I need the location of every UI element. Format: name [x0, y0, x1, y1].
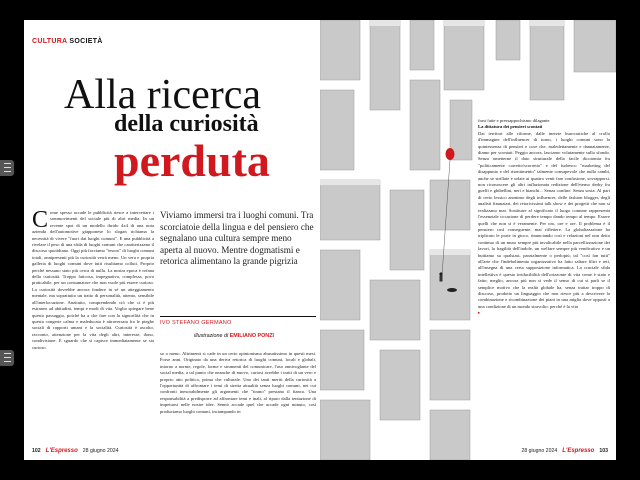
side-panel-handle-top[interactable]	[0, 160, 14, 176]
section-category: CULTURA	[32, 38, 68, 45]
headline-line1: Alla ricerca	[64, 72, 262, 118]
headline-line2: della curiosità	[114, 111, 259, 137]
headline-line3: perduta	[114, 135, 270, 186]
illustration-credit	[194, 333, 274, 339]
footer-left	[32, 448, 119, 454]
body-column-3	[478, 118, 610, 448]
page-spread	[24, 20, 616, 460]
brand-logo-right: L'Espresso	[562, 448, 595, 454]
section-label	[32, 38, 103, 45]
col3-intro: frasi fatte e pressappochismo dilagante.	[478, 118, 551, 123]
page-number-left: 102	[32, 448, 41, 454]
left-page[interactable]	[24, 20, 320, 460]
body-column-1	[32, 210, 154, 448]
right-page[interactable]	[320, 20, 616, 460]
section-subcategory: SOCIETÀ	[69, 38, 103, 45]
lead-paragraph: Viviamo immersi tra i luoghi comuni. Tra scorciatoie della lingua e del pensiero che segnalano una cultura sempre meno aperta al nuovo. Mentre dogmatismi e retorica alimentano la grande pigrizia	[160, 210, 314, 267]
drop-cap: C	[32, 210, 49, 233]
author-name: IVO STEFANO GERMANO	[160, 320, 232, 326]
brand-logo-left: L'Espresso	[45, 448, 78, 454]
side-panel-handle-bottom[interactable]	[0, 350, 14, 366]
footer-right	[521, 448, 608, 454]
issue-date-left: 28 giugno 2024	[82, 448, 119, 454]
issue-date-right: 28 giugno 2024	[521, 448, 558, 454]
byline-divider	[160, 316, 316, 317]
body-text-3: Dai territori alle riforme, dalle inerzie burocratiche al crollo d'immagine dell'influencer di turno, i luoghi comuni sono la quintessenza di pensieri e cose che, maledettamente e dannatamente, diamo per scontati. Peggio ancora, lasciamo volutamente sullo sfondo. Senza ometterne il dato strutturale della facile dicotomia fra "politicamente corretto/scorretto" e del furbesco "marketing del disappunto e del risentimento" talmente consapevole che nulla cambi, anche se strillate e urlate ai quattro venti fare confusione, sovrapporsi, non riconoscere gli altri inflazionata redizione dell'eterno derby fra guelfi e ghibellini, neri e bianchi... Senza confine. Senza sosta. Al pari di certo lessico anonimo degli influencer, delle fashion blogger, degli analisti finanziari, dei retoricissimi talk show e dei progetti che non si realizzano mai. Sostituire al significato il luogo comune rappresenta l'essenziale occasione di perdere tempo dando tempo al tempo. Essere quelli che non si è veramente. Per oro, ore e ore. Il problema è il pensiero così conseguente, mai riflettere. La globalizzazione ha triplicato le porte in gioco, rinunciando così e relazioni nel non detto continuo di un muro sempre più invalicabile nella parcellizzazione dei lavori, la fragilità dell'indole, un welfare sempre più vendicativo e un buttiamo su qualsiasi, parzialmente o perlopiù; tal "così fan tutti" all'arte che l'indebolimento organizzativo ha fatto saltare filtri e reti, all'insegna di una certa supposizione informatica. La cruciale sfida intellettiva è questa irriducibilità dell'orizzonte di vita come è stato e fatto; meglio, ancora più non si vede il senso di cui si parli se il semplice motivo che la realtà globale ha, senza trattar troppo di discorso, prodotto un linguaggio che non riesce più a descrivere la combinazione e ricombinazione dei piani in una miglia dove opposti a una condizione di un mondo stravolto: perché è la vita	[478, 130, 610, 309]
body-text-1: ome spesso accade le pubblicità riesce a intercettare i sommovimenti del sociale più di altri media. In un recente spot di un modello ibrido 4x4 di una nota azienda dell'automotive giapponese lo slogan richiama la necessità di vivere "fuori dai luoghi comuni". E una pubblicità a rivelare il peso di una sfida di luoghi comuni che caratterizzano il discorso quotidiano. Oggi più facciamo "tesoro" di luoghi comuni totali, onnipresenti più la curiosità verrà meno. Un vera e propria galleria di luoghi comuni dove tutti risultiamo colluti. Proprio perché nessuno stato più cerca di nulla. La nostra epoca è orfana della curiosità. Troppo faticosa, impegnativa, complessa, poco praticabile, per un consumatore che non vuole più essere curioso. La curiosità dovrebbe ancora fondere in sé un atteggiamento mentale, ma soprattutto un tratto di personalità, attento, sensibile all'interlocuzione. Anzitutto, comprendendo ciò che ci è più estraneo ad abitudini, tempi e modi di vita. Voglio spiegare bene questo passaggio, poiché ha a che fare con la signorilità che in questa congerie calma e maleducata è attraversata fra le pieghe sociali di rapporti umani e la socialità. Curiosità è ascolto, racconto, attenzione per la vita degli altri, interesse, dono, condivisione. E sguardo che si capisce immediatamente se sia curioso.	[32, 210, 154, 350]
illustrator-name: EMILIANO PONZI	[229, 333, 274, 339]
body-column-2: so o meno. Altrimenti si cade in un certo opinionismo abusatissimo in questi mesi. Forse anni. Originato da una deriva retorica di luoghi comuni, locali e globali, intorno a norme, regole, forme e strumenti del comunicare, l'uso onnivoglante del social media, a tal punto che neanche di nuovo, curiosi avrebbe i tratti di un vero e proprio atto politico, prima che culturale. Uno dei tanti meriti della curiosità a l'opportunità di affrontare i temi di stretta attualità senza luoghi comuni, nei cui confronti inesorabilmente gli argomenti che "tirano" prestano il fianco. Una responsabilità a predisporre ad affrontare temi e inali, al riparo dalla tentazione di impetuosi nelle nostre idee. Sennò accade quel che accade ogni minuto, così produciamo luoghi comuni, inciampando in	[160, 351, 316, 414]
illustration-credit-label: illustrazione di	[194, 333, 229, 339]
page-number-right: 103	[599, 448, 608, 454]
continue-arrow-icon: ▸	[478, 310, 481, 316]
subheading: La dittatura dei pensieri scontati	[478, 124, 543, 130]
